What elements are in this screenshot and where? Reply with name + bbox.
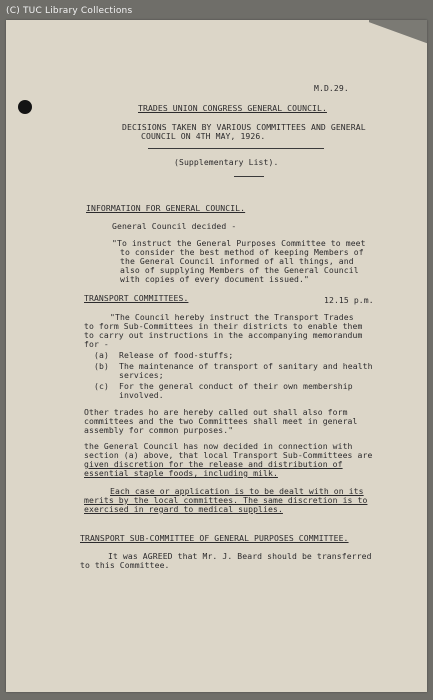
- paragraph-line: to carry out instructions in the accompanying memorandum: [84, 330, 363, 340]
- paragraph-line: essential staple foods, including milk.: [84, 468, 278, 478]
- paragraph-line: Other trades ho are hereby called out shall also form: [84, 407, 348, 417]
- list-item: The maintenance of transport of sanitary and health: [119, 361, 373, 371]
- paragraph-line: "The Council hereby instruct the Transport Trades: [110, 312, 354, 322]
- list-item: Release of food-stuffs;: [119, 350, 234, 360]
- section-title-transport: TRANSPORT COMMITTEES.: [84, 293, 189, 303]
- document-subheading-line-1: DECISIONS TAKEN BY VARIOUS COMMITTEES AND GENERAL: [122, 122, 366, 132]
- document-reference: M.D.29.: [314, 83, 349, 93]
- quote-line: with copies of every document issued.": [120, 274, 309, 284]
- supplementary-label: (Supplementary List).: [174, 157, 279, 167]
- heading-rule: [148, 148, 324, 149]
- paragraph-line: Each case or application is to be dealt with on its: [110, 486, 364, 496]
- document-heading: TRADES UNION CONGRESS GENERAL COUNCIL.: [138, 103, 327, 113]
- paragraph-line: committees and the two Committees shall meet in general: [84, 416, 358, 426]
- paragraph-line: for -: [84, 339, 109, 349]
- folded-corner: [369, 20, 427, 50]
- section-intro: General Council decided -: [112, 221, 237, 231]
- list-marker: (b): [94, 361, 109, 371]
- quote-line: also of supplying Members of the General Council: [120, 265, 359, 275]
- short-rule: [234, 176, 264, 177]
- quote-line: "To instruct the General Purposes Committee to meet: [112, 238, 366, 248]
- section-time: 12.15 p.m.: [324, 295, 374, 305]
- document-subheading-line-2: COUNCIL ON 4TH MAY, 1926.: [141, 131, 266, 141]
- list-item: involved.: [119, 390, 164, 400]
- paragraph-line: to this Committee.: [80, 560, 170, 570]
- paragraph-line: the General Council has now decided in connection with: [84, 441, 353, 451]
- section-title-information: INFORMATION FOR GENERAL COUNCIL.: [86, 203, 246, 213]
- list-item: For the general conduct of their own membership: [119, 381, 353, 391]
- paragraph-line: merits by the local committees. The same discretion is to: [84, 495, 368, 505]
- paragraph-line: It was AGREED that Mr. J. Beard should be transferred: [108, 551, 372, 561]
- document-page: [6, 20, 427, 692]
- quote-line: the General Council informed of all things, and: [120, 256, 354, 266]
- paragraph-line: exercised in regard to medical supplies.: [84, 504, 283, 514]
- punch-hole: [18, 100, 32, 114]
- copyright-notice: (C) TUC Library Collections: [6, 6, 133, 16]
- paragraph-line: given discretion for the release and distribution of: [84, 459, 343, 469]
- quote-line: to consider the best method of keeping Members of: [120, 247, 364, 257]
- paragraph-line: section (a) above, that local Transport Sub-Committees are: [84, 450, 373, 460]
- list-item: services;: [119, 370, 164, 380]
- list-marker: (a): [94, 350, 109, 360]
- paragraph-line: assembly for common purposes.": [84, 425, 234, 435]
- paragraph-line: to form Sub-Committees in their districts to enable them: [84, 321, 363, 331]
- section-title-transport-sub-committee: TRANSPORT SUB-COMMITTEE OF GENERAL PURPOSES COMMITTEE.: [80, 533, 349, 543]
- list-marker: (c): [94, 381, 109, 391]
